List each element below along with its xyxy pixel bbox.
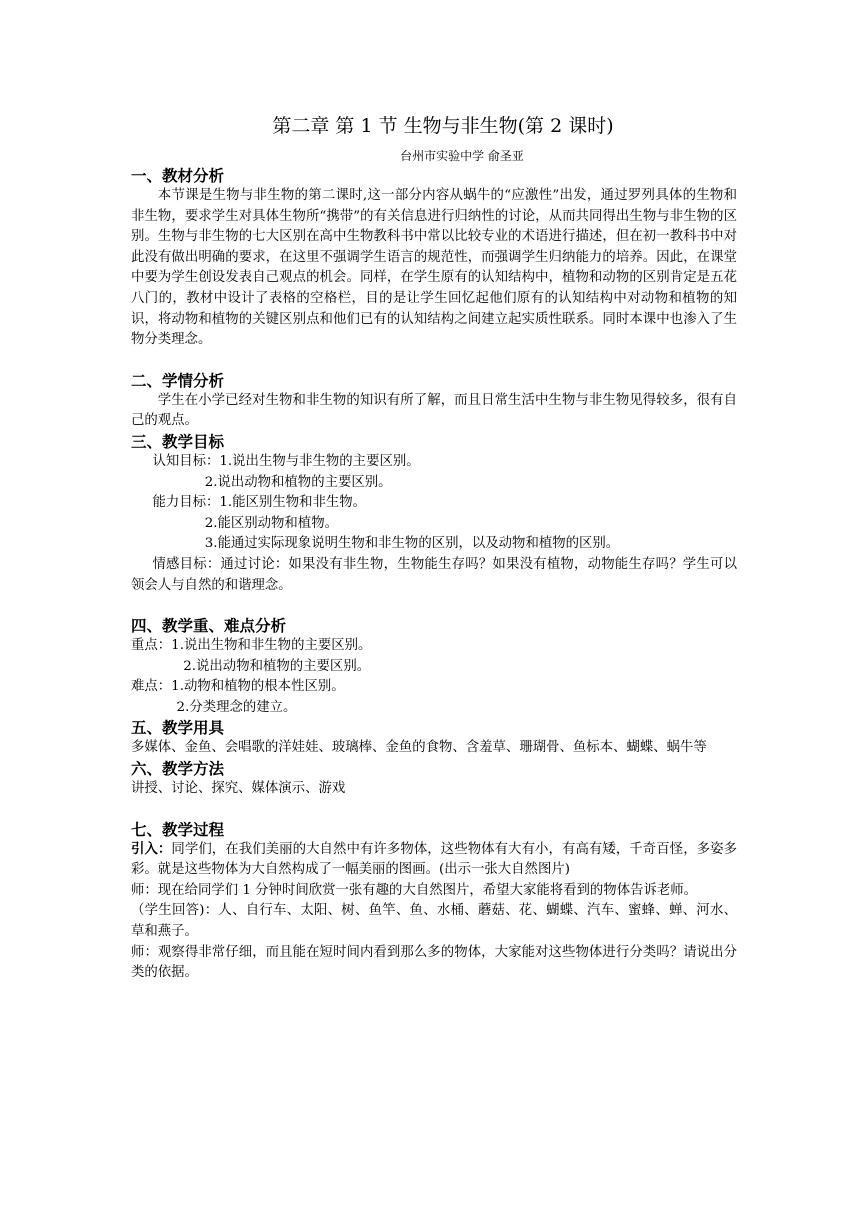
process-paragraph-3: （学生回答)：人、自行车、太阳、树、鱼竿、鱼、水桶、蘑菇、花、蝴蝶、汽车、蜜蜂、蝉、河水、草和燕子。	[131, 903, 737, 940]
process-paragraph-4: 师：观察得非常仔细，而且能在短时间内看到那么多的物体，大家能对这些物体进行分类吗？请说出分类的依据。	[131, 944, 737, 981]
section-heading-4: 四、教学重、难点分析	[131, 617, 287, 636]
objective-line-6: 情感目标：通过讨论：如果没有非生物，生物能生存吗？如果没有植物，动物能生存吗？学生可以领会人与自然的和谐理念。	[131, 556, 737, 593]
document-author: 台州市实验中学 俞圣亚	[400, 149, 524, 163]
section-heading-1: 一、教材分析	[131, 167, 225, 185]
section-heading-3: 三、教学目标	[131, 432, 225, 451]
intro-label: 引入：	[131, 841, 172, 857]
section-5-body: 多媒体、金鱼、会唱歌的洋娃娃、玻璃棒、金鱼的食物、含羞草、珊瑚骨、鱼标本、蝴蝶、蜗牛等	[131, 740, 707, 756]
process-paragraph-2: 师：现在给同学们 1 分钟时间欣赏一张有趣的大自然图片，希望大家能将看到的物体告诉老师。	[131, 882, 698, 898]
document-title: 第二章 第 1 节 生物与非生物(第 2 课时)	[272, 115, 614, 137]
intro-paragraph	[131, 840, 737, 881]
intro-text: 同学们，在我们美丽的大自然中有许多物体，这些物体有大有小，有高有矮，千奇百怪，多姿多彩。就是这些物体为大自然构成了一幅美丽的图画。(出示一张大自然图片)	[131, 841, 737, 878]
document-page	[131, 112, 737, 984]
difficulty-line-2: 2.分类理念的建立。	[176, 699, 297, 715]
section-heading-6: 六、教学方法	[131, 760, 225, 779]
objective-line-4: 2.能区别动物和植物。	[204, 515, 338, 531]
key-point-line-2: 2.说出动物和植物的主要区别。	[183, 658, 371, 674]
objective-line-3: 能力目标：1.能区别生物和非生物。	[152, 495, 367, 511]
section-heading-2: 二、学情分析	[131, 371, 225, 390]
objective-line-5: 3.能通过实际现象说明生物和非生物的区别，以及动物和植物的区别。	[204, 536, 620, 552]
objective-line-1: 认知目标：1.说出生物与非生物的主要区别。	[152, 453, 420, 469]
section-2-body: 学生在小学已经对生物和非生物的知识有所了解，而且日常生活中生物与非生物见得较多，很有自己的观点。	[131, 392, 737, 429]
section-heading-7: 七、教学过程	[131, 820, 225, 839]
section-1-body: 本节课是生物与非生物的第二课时,这一部分内容从蜗牛的“应激性”出发，通过罗列具体的生物和非生物，要求学生对具体生物所“携带”的有关信息进行归纳性的讨论，从而共同得出生物与非生物的区别。生物与非生物的七大区别在高中生物教科书中常以比较专业的术语进行描述，但在初一教科书中对此没有做出明确的要求，在这里不强调学生语言的规范性，而强调学生归纳能力的培养。因此，在课堂中要为学生创设发表自己观点的机会。同样，在学生原有的认知结构中，植物和动物的区别肯定是五花八门的，教材中设计了表格的空格栏，目的是让学生回忆起他们原有的认知结构中对动物和植物的知识，将动物和植物的关键区别点和他们已有的认知结构之间建立起实质性联系。同时本课中也渗入了生物分类理念。	[131, 188, 737, 348]
difficulty-line-1: 难点：1.动物和植物的根本性区别。	[131, 679, 345, 695]
section-heading-5: 五、教学用具	[131, 719, 225, 738]
objective-line-2: 2.说出动物和植物的主要区别。	[204, 474, 392, 490]
section-6-body: 讲授、讨论、探究、媒体演示、游戏	[131, 781, 346, 797]
key-point-line-1: 重点：1.说出生物和非生物的主要区别。	[131, 638, 372, 654]
